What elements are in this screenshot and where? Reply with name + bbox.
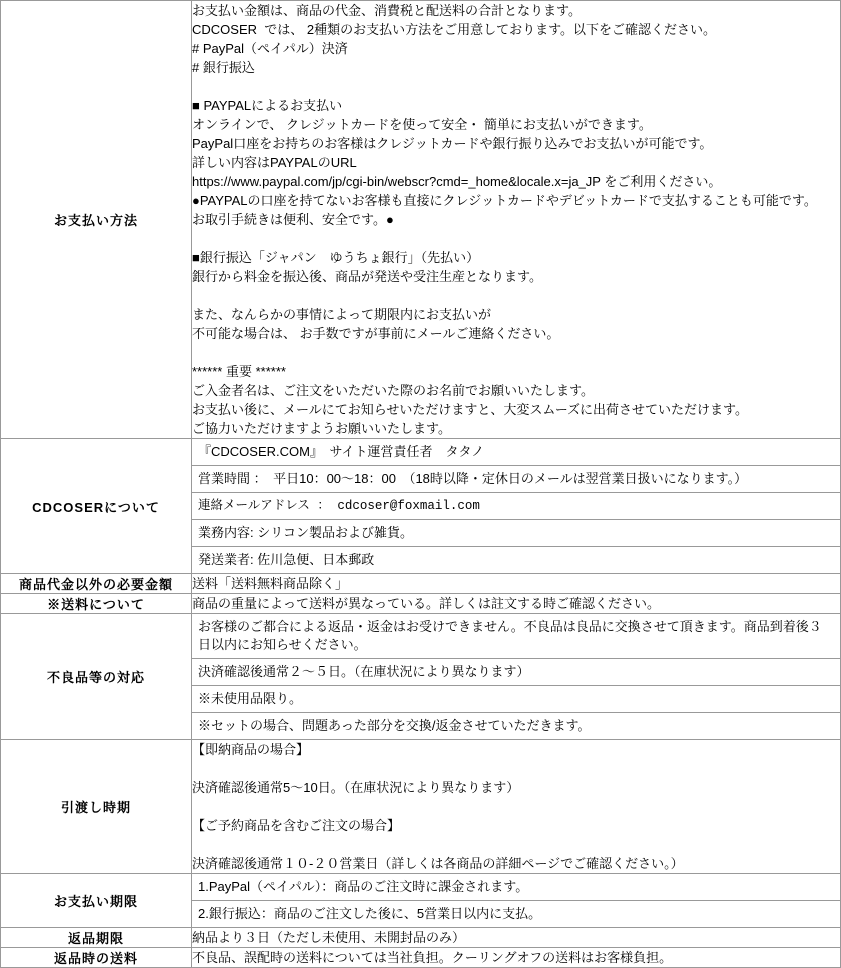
sub-row: 営業時間 ： 平日10：00～18：00 （18時以降・定休日のメールは翌営業日扱いになります。） (192, 466, 840, 493)
row-value-extra-charges (192, 574, 841, 594)
sub-row: 業務内容: シリコン製品および雑貨。 (192, 520, 840, 547)
text-line: # 銀行振込 (192, 60, 255, 75)
row-label-extra-charges: 商品代金以外の必要金額 (1, 574, 192, 594)
spacer-line (192, 835, 840, 854)
table-row (1, 614, 841, 740)
text-line: 決済確認後通常１０-２０営業日（詳しくは各商品の詳細ページでご確認ください。） (192, 856, 684, 871)
row-value-return-shipping-fee (192, 948, 841, 968)
row-label-return-deadline: 返品期限 (1, 928, 192, 948)
row-value-about-cdcoser (192, 439, 841, 574)
text-line: 送料「送料無料商品除く」 (192, 576, 349, 591)
row-value-payment-deadline (192, 874, 841, 928)
table-row (1, 594, 841, 614)
payment-method-lines (192, 1, 840, 438)
table-body (1, 1, 841, 968)
row-value-shipping-note (192, 594, 841, 614)
table-row (1, 1, 841, 439)
table-row (1, 439, 841, 574)
row-value-delivery-time (192, 740, 841, 874)
sub-row: 発送業者: 佐川急便、日本郵政 (198, 552, 375, 567)
row-label-return-shipping-fee: 返品時の送料 (1, 948, 192, 968)
paypal-url-line: https://www.paypal.com/jp/cgi-bin/webscr?cmd=_home&locale.x=ja_JP をご利用ください。 (192, 174, 722, 189)
sub-row: 決済確認後通常２～５日。（在庫状況により異なります） (192, 659, 840, 686)
text-line: お支払い金額は、商品の代金、消費税と配送料の合計となります。 (192, 3, 581, 18)
text-line: ご協力いただけますようお願いいたします。 (192, 421, 451, 436)
table-row (1, 874, 841, 928)
row-value-return-deadline (192, 928, 841, 948)
text-line: ■ PAYPALによるお支払い (192, 98, 343, 113)
about-cdcoser-sub-rows (192, 439, 840, 573)
row-label-payment-method: お支払い方法 (1, 1, 192, 439)
text-line: 商品の重量によって送料が異なっている。詳しくは註文する時ご確認ください。 (192, 596, 661, 611)
text-line: 【ご予約商品を含むご注文の場合】 (192, 818, 401, 833)
row-value-defective-handling (192, 614, 841, 740)
text-line: ****** 重要 ****** (192, 364, 286, 379)
sub-row: 1.PayPal（ペイパル）：商品のご注文時に課金されます。 (192, 874, 840, 901)
sub-row: ※未使用品限り。 (192, 686, 840, 713)
row-label-shipping-note: ※送料について (1, 594, 192, 614)
sub-row: お客様のご都合による返品・返金はお受けできません。不良品は良品に交換させて頂きます。商品到着後３日以内にお知らせください。 (192, 614, 840, 659)
text-line: ●PAYPALの口座を持てないお客様も直接にクレジットカードやデビットカードで支払することも可能です。 (192, 193, 817, 208)
row-label-payment-deadline: お支払い期限 (1, 874, 192, 928)
spacer-line (192, 77, 840, 96)
text-line: 【即納商品の場合】 (192, 742, 310, 757)
text-line: また、なんらかの事情によって期限内にお支払いが (192, 307, 492, 322)
sub-row: 『CDCOSER.COM』 サイト運営責任者 タタノ (192, 439, 840, 466)
table-row (1, 740, 841, 874)
delivery-time-lines (192, 740, 840, 873)
table-row (1, 574, 841, 594)
text-line: 納品より３日（ただし未使用、未開封品のみ） (192, 930, 466, 945)
text-line: 銀行から料金を振込後、商品が発送や受注生産となります。 (192, 269, 542, 284)
sub-row: 2.銀行振込：商品のご注文した後に、5営業日以内に支払。 (198, 906, 542, 921)
spacer-line (192, 286, 840, 305)
text-line: 不良品、誤配時の送料については当社負担。クーリングオフの送料はお客様負担。 (192, 950, 673, 965)
row-label-about-cdcoser: CDCOSERについて (1, 439, 192, 574)
row-label-delivery-time: 引渡し時期 (1, 740, 192, 874)
text-line: 不可能な場合は、 お手数ですが事前にメールご連絡ください。 (192, 326, 560, 341)
text-line: ■銀行振込「ジャパン ゆうちょ銀行」（先払い） (192, 250, 480, 265)
return-deadline-lines (192, 928, 840, 947)
shipping-note-lines (192, 594, 840, 613)
text-line: 詳しい内容はPAYPALのURL (192, 155, 357, 170)
sub-row: ※セットの場合、問題あった部分を交換/返金させていただきます。 (198, 718, 591, 733)
defective-handling-sub-rows (192, 614, 840, 739)
spacer-line (192, 759, 840, 778)
row-label-defective-handling: 不良品等の対応 (1, 614, 192, 740)
text-line: # PayPal（ペイパル）決済 (192, 41, 348, 56)
text-line: お取引手続きは便利、安全です。● (192, 212, 394, 227)
spacer-line (192, 343, 840, 362)
return-shipping-fee-lines (192, 948, 840, 967)
text-line: CDCOSER では、 2種類のお支払い方法をご用意しております。以下をご確認ください。 (192, 22, 717, 37)
spacer-line (192, 229, 840, 248)
extra-charges-lines (192, 574, 840, 593)
row-value-payment-method (192, 1, 841, 439)
sub-row-contact-email: 連絡メールアドレス ： cdcoser@foxmail.com (192, 493, 840, 520)
spacer-line (192, 797, 840, 816)
text-line: オンラインで、 クレジットカードを使って安全・ 簡単にお支払いができます。 (192, 117, 652, 132)
text-line: PayPal口座をお持ちのお客様はクレジットカードや銀行振り込みでお支払いが可能です。 (192, 136, 713, 151)
table-row (1, 948, 841, 968)
text-line: ご入金者名は、ご注文をいただいた際のお名前でお願いいたします。 (192, 383, 594, 398)
payment-deadline-sub-rows (192, 874, 840, 927)
text-line: お支払い後に、メールにてお知らせいただけますと、大変スムーズに出荷させていただけます。 (192, 402, 749, 417)
text-line: 決済確認後通常5～10日。（在庫状況により異なります） (192, 780, 520, 795)
table-row (1, 928, 841, 948)
